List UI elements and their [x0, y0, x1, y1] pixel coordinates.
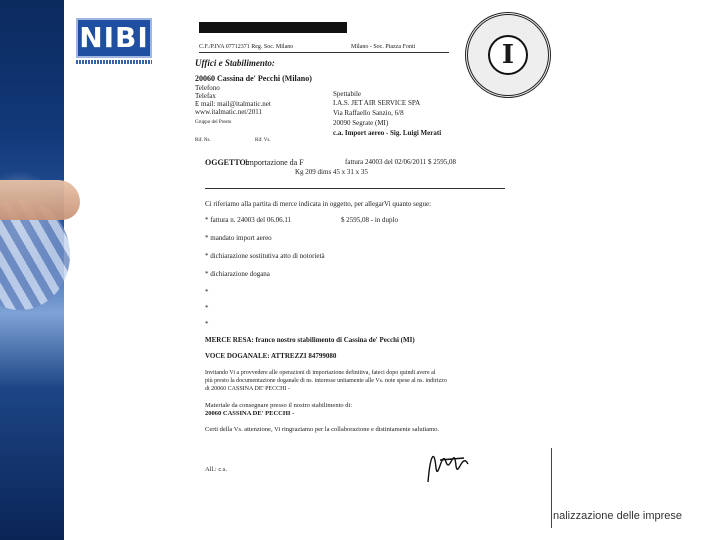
handwritten-signature: [420, 438, 480, 488]
seal-letter: I: [488, 35, 528, 75]
telefono-label: Telefono: [195, 84, 220, 92]
bullet-item: *: [205, 320, 209, 328]
merce-resa: MERCE RESA: franco nostro stabilimento di Cassina de' Pecchi (MI): [205, 336, 415, 344]
intro-paragraph: Ci riferiamo alla partita di merce indicata in oggetto, per allegarVi quanto segue:: [205, 200, 432, 208]
bullet-text: dichiarazione dogana: [210, 270, 270, 278]
paragraph-1-line-3: di 20060 CASSINA DE' PECCHI -: [205, 386, 290, 392]
company-seal-logo: [465, 12, 551, 98]
scan-edge-line: [551, 448, 552, 528]
bullet-amount: $ 2595,08 - in duplo: [341, 216, 398, 224]
bullet-item: * dichiarazione dogana: [205, 270, 270, 278]
slide-footer: nalizzazione delle imprese: [553, 510, 683, 522]
address-city: 20060 Cassina de' Pecchi (Milano): [195, 74, 312, 83]
subject-rule: [205, 188, 505, 189]
subject-label: OGGETTO:: [205, 158, 249, 167]
bullet-text: fattura n. 24003 del 06.06.11: [210, 216, 292, 224]
bullet-text: mandato import aereo: [210, 234, 272, 242]
bullet-item: * fattura n. 24003 del 06.06.11: [205, 216, 292, 224]
bullet-item: * mandato import aereo: [205, 234, 272, 242]
recipient-company: I.A.S. JET AIR SERVICE SPA: [333, 99, 421, 107]
bullet-text: dichiarazione sostitutiva atto di notorietà: [210, 252, 325, 260]
paragraph-2-line-2: 20060 CASSINA DE' PECCHI -: [205, 410, 295, 417]
email-line: E mail: mail@italmatic.net: [195, 100, 271, 108]
recipient-heading: Spettabile: [333, 90, 361, 98]
website-line: www.italmatic.net/2011: [195, 108, 262, 116]
recipient-street: Via Raffaello Sanzio, 6/8: [333, 109, 404, 117]
nibi-logo-tagline: [76, 60, 152, 64]
header-line: C.F./P.IVA 07712371 Reg. Soc. Milano: [199, 44, 294, 50]
recipient-attention: c.a. Import aereo - Sig. Luigi Merati: [333, 129, 442, 137]
subject-text: Importazione da F: [245, 158, 304, 167]
hand-graphic: [0, 180, 80, 220]
ref-left: Rif. Ns.: [195, 138, 211, 143]
ref-mid: Rif. Vs.: [255, 138, 271, 143]
scanned-letter: [165, 8, 555, 532]
paragraph-2-line-1: Materiale da consegnare presso il nostro stabilimento di:: [205, 402, 353, 409]
paragraph-1-line-2: più presto la documentazione doganale di ns. interesse unitamente alle Vs. note spese al ns. indirizzo: [205, 378, 447, 384]
weight-line: Kg 209 dims 45 x 31 x 35: [295, 168, 368, 176]
paragraph-1-line-1: Invitando Vi a provvedere alle operazioni di importazione definitiva, fateci dopo quindi avere al: [205, 370, 436, 376]
bullet-item: * dichiarazione sostitutiva atto di notorietà: [205, 252, 325, 260]
subject-right: fattura 24003 del 02/06/2011 $ 2595,08: [345, 158, 456, 166]
offices-label: Uffici e Stabilimento:: [195, 58, 275, 68]
header-rule: [199, 52, 449, 53]
bullet-item: *: [205, 304, 209, 312]
closing-paragraph: Certi della Vs. attenzione, Vi ringraziamo per la collaborazione e distintamente salutiamo.: [205, 426, 440, 433]
allegati-line: All.: c.s.: [205, 466, 228, 473]
ref-label: Gruppo del Presto: [195, 120, 232, 125]
redacted-header: [199, 22, 347, 33]
nibi-logo: NIBI: [76, 18, 152, 58]
header-right: Milano - Soc. Piazza Fonti: [351, 44, 416, 50]
recipient-city: 20090 Segrate (MI): [333, 119, 389, 127]
bullet-item: *: [205, 288, 209, 296]
telefax-label: Telefax: [195, 92, 216, 100]
voce-doganale: VOCE DOGANALE: ATTREZZI 84799080: [205, 352, 337, 360]
